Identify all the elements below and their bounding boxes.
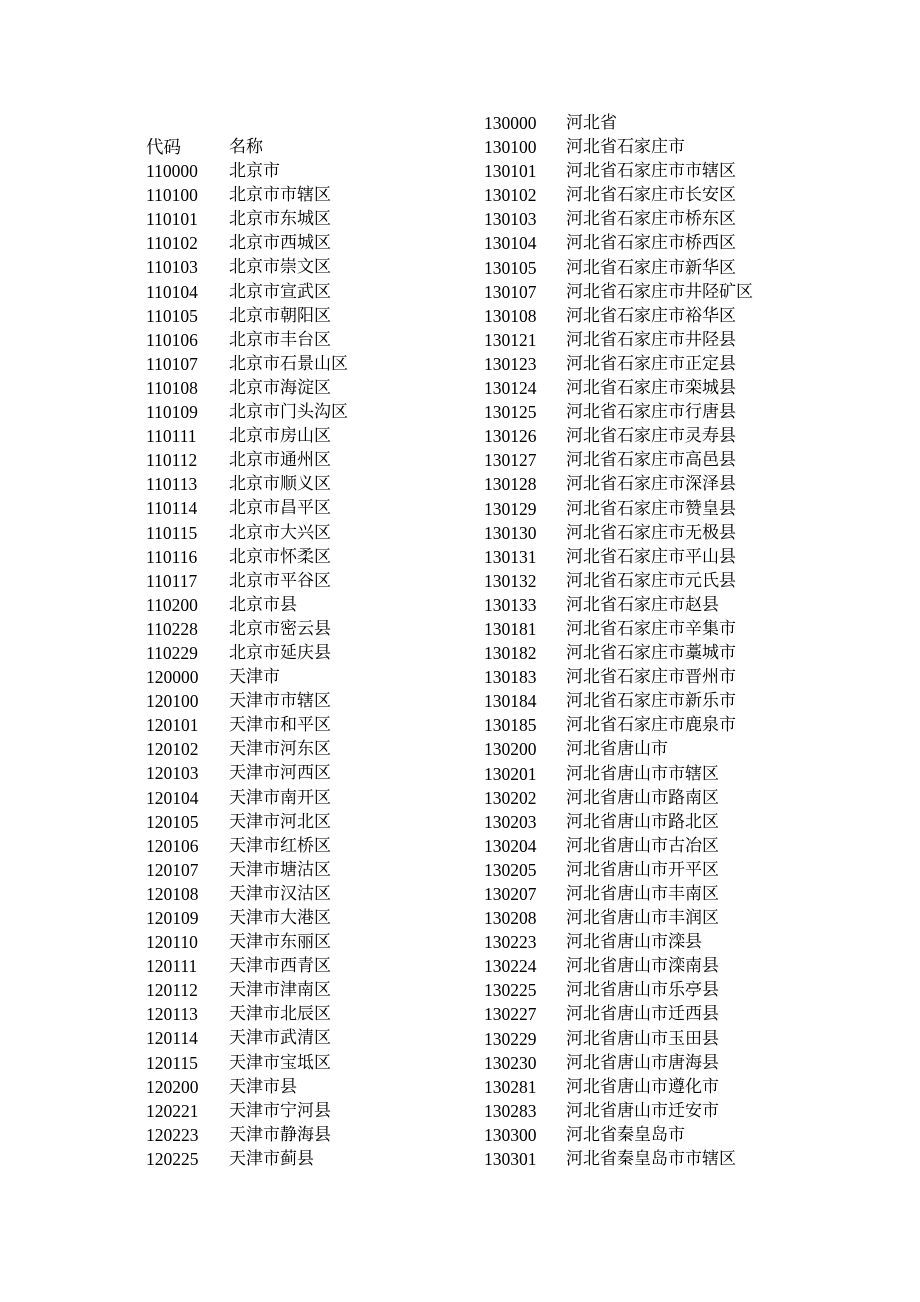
region-name: 天津市蓟县 [229,1148,314,1169]
table-row [484,1027,753,1051]
table-row [146,954,348,978]
table-row [146,1075,348,1099]
table-row [484,689,753,713]
region-name: 河北省石家庄市晋州市 [566,667,736,688]
region-name: 河北省石家庄市行唐县 [566,402,736,423]
left-column-table [146,135,348,1171]
region-code: 120100 [146,691,199,712]
region-code: 130126 [484,426,537,447]
table-row [146,376,348,400]
region-code: 130128 [484,474,537,495]
table-row [146,593,348,617]
table-row [146,328,348,352]
table-row [484,472,753,496]
table-row [146,882,348,906]
region-code: 120111 [146,956,198,977]
region-name: 河北省石家庄市栾城县 [566,378,736,399]
region-code: 130208 [484,908,537,929]
table-row [484,978,753,1002]
table-row [484,545,753,569]
region-code: 110229 [146,642,198,663]
table-row [146,786,348,810]
table-row [484,762,753,786]
table-row [484,617,753,641]
table-row [146,569,348,593]
table-row [484,713,753,737]
region-code: 110200 [146,594,198,615]
table-row [484,159,753,183]
table-row [146,1123,348,1147]
header-name: 名称 [229,137,263,157]
region-code: 120114 [146,1028,198,1049]
region-code: 130202 [484,787,537,808]
region-name: 河北省唐山市丰润区 [566,908,719,929]
region-name: 北京市密云县 [229,618,331,639]
table-row [484,328,753,352]
region-name: 北京市宣武区 [229,281,331,302]
region-code: 120000 [146,667,199,688]
region-code: 120113 [146,1004,198,1025]
region-code: 110104 [146,281,198,302]
table-row [146,280,348,304]
region-name: 河北省唐山市市辖区 [566,763,719,784]
region-name: 河北省石家庄市元氏县 [566,570,736,591]
table-row [484,1002,753,1026]
region-name: 北京市市辖区 [229,185,331,206]
region-name: 河北省唐山市丰南区 [566,884,719,904]
region-name: 河北省唐山市 [566,739,668,760]
table-row [484,737,753,761]
table-row [146,737,348,761]
region-name: 北京市怀柔区 [229,546,331,567]
table-row [484,569,753,593]
table-row [484,135,753,159]
region-code: 130229 [484,1028,537,1049]
region-code: 130125 [484,402,537,423]
region-code: 130104 [484,233,537,254]
region-code: 130200 [484,739,537,760]
region-code: 110112 [146,450,198,471]
table-row [146,496,348,520]
region-code: 130230 [484,1052,537,1073]
table-row [484,521,753,545]
region-code: 120109 [146,908,199,928]
table-row [146,834,348,858]
table-row [146,713,348,737]
region-name: 河北省秦皇岛市市辖区 [566,1149,736,1170]
table-row [484,448,753,472]
region-name: 天津市宝坻区 [229,1052,331,1073]
region-code: 120106 [146,835,199,856]
region-code: 110100 [146,185,198,206]
table-row [484,256,753,280]
table-row [146,617,348,641]
region-code: 110102 [146,233,198,254]
region-name: 河北省石家庄市灵寿县 [566,426,736,447]
region-code: 130300 [484,1124,537,1145]
region-code: 120102 [146,739,199,760]
region-code: 110117 [146,570,198,591]
table-row [146,448,348,472]
region-name: 河北省唐山市遵化市 [566,1076,719,1097]
table-row [484,834,753,858]
table-row [146,207,348,231]
region-code: 120200 [146,1076,199,1097]
table-row [146,906,348,930]
table-row [146,1099,348,1123]
region-name: 天津市静海县 [229,1124,331,1145]
region-code: 130181 [484,618,537,639]
table-row [146,472,348,496]
table-row [146,641,348,665]
region-name: 北京市昌平区 [229,498,331,519]
region-name: 天津市武清区 [229,1028,331,1049]
region-name: 河北省石家庄市高邑县 [566,450,736,471]
region-name: 河北省石家庄市辛集市 [566,618,736,639]
region-name: 北京市东城区 [229,209,331,230]
region-name: 天津市津南区 [229,980,331,1001]
region-code: 130132 [484,570,537,591]
table-row [484,593,753,617]
region-name: 北京市房山区 [229,426,331,447]
region-code: 130185 [484,715,537,736]
region-code: 110109 [146,402,198,423]
region-name: 河北省 [566,113,617,133]
region-code: 130101 [484,161,537,182]
table-row [484,665,753,689]
table-row [146,159,348,183]
region-name: 天津市大港区 [229,908,331,928]
table-row [146,183,348,207]
region-name: 河北省石家庄市长安区 [566,185,736,206]
region-code: 130205 [484,859,537,880]
table-row [146,1002,348,1026]
region-name: 河北省石家庄市赵县 [566,594,719,615]
region-code: 130133 [484,594,537,615]
region-name: 北京市朝阳区 [229,305,331,326]
region-name: 河北省石家庄市井陉矿区 [566,281,753,302]
region-code: 130105 [484,257,537,278]
region-code: 130124 [484,378,537,399]
table-row [484,1051,753,1075]
region-name: 河北省唐山市唐海县 [566,1052,719,1073]
region-name: 天津市河西区 [229,763,331,784]
table-row [146,255,348,279]
region-name: 北京市顺义区 [229,474,331,495]
table-row [484,954,753,978]
region-code: 130224 [484,956,537,977]
table-row [146,400,348,424]
region-name: 北京市石景山区 [229,353,348,374]
table-row [146,689,348,713]
region-name: 河北省石家庄市井陉县 [566,329,736,350]
region-code: 130301 [484,1149,537,1170]
region-name: 河北省石家庄市正定县 [566,353,736,374]
region-name: 天津市和平区 [229,715,331,736]
region-code: 120104 [146,787,199,808]
region-code: 120223 [146,1124,199,1145]
region-code: 130281 [484,1076,537,1097]
region-name: 河北省唐山市迁西县 [566,1004,719,1025]
table-row [484,280,753,304]
region-code: 110111 [146,426,197,447]
table-row [146,545,348,569]
region-name: 河北省唐山市路南区 [566,787,719,808]
region-name: 河北省唐山市古冶区 [566,835,719,856]
region-name: 河北省唐山市开平区 [566,859,719,880]
region-code: 130108 [484,305,537,326]
table-row [484,400,753,424]
region-name: 北京市平谷区 [229,570,331,591]
table-row [484,111,753,135]
region-name: 天津市西青区 [229,956,331,977]
table-row [484,497,753,521]
region-code: 110101 [146,209,198,230]
region-code: 120110 [146,932,198,953]
region-name: 北京市门头沟区 [229,402,348,423]
region-name: 河北省唐山市路北区 [566,811,719,832]
region-code: 110116 [146,546,198,567]
table-row [484,1123,753,1147]
region-code: 120112 [146,980,198,1001]
region-code: 110113 [146,474,198,495]
region-name: 河北省石家庄市藁城市 [566,643,736,664]
table-row [484,1075,753,1099]
region-code: 130102 [484,185,537,206]
region-name: 河北省唐山市乐亭县 [566,980,719,1001]
region-name: 河北省石家庄市赞皇县 [566,498,736,519]
region-code: 130227 [484,1004,537,1025]
region-name: 河北省唐山市迁安市 [566,1100,719,1121]
region-code: 130107 [484,281,537,302]
region-code: 110107 [146,353,198,374]
table-row [146,1026,348,1050]
region-code: 130129 [484,498,537,519]
region-code: 130182 [484,643,537,664]
region-name: 河北省秦皇岛市 [566,1124,685,1145]
region-code: 130130 [484,522,537,543]
table-row [484,858,753,882]
region-name: 天津市塘沽区 [229,859,331,880]
table-row [146,304,348,328]
region-code: 120225 [146,1148,199,1169]
region-name: 天津市东丽区 [229,932,331,953]
table-row [146,665,348,689]
header-code: 代码 [146,137,181,157]
region-code: 130184 [484,691,537,712]
region-name: 天津市河北区 [229,811,331,832]
region-code: 130203 [484,811,537,832]
region-code: 110228 [146,618,198,639]
region-name: 河北省唐山市滦县 [566,932,702,953]
region-name: 河北省唐山市滦南县 [566,956,719,977]
region-name: 河北省石家庄市 [566,137,685,158]
table-row [484,810,753,834]
region-code: 130204 [484,835,537,856]
region-code: 130225 [484,980,537,1001]
region-name: 北京市大兴区 [229,522,331,543]
region-name: 河北省石家庄市新乐市 [566,691,736,712]
region-code: 130201 [484,763,537,784]
region-name: 河北省石家庄市裕华区 [566,305,736,326]
table-row [146,810,348,834]
region-name: 天津市北辰区 [229,1004,331,1025]
table-row [146,1051,348,1075]
region-code: 130103 [484,209,537,230]
region-code: 120107 [146,859,199,880]
region-name: 天津市红桥区 [229,835,331,856]
region-code: 130283 [484,1100,537,1121]
region-name: 河北省石家庄市新华区 [566,257,736,278]
table-row [146,1147,348,1171]
region-code: 130123 [484,353,537,374]
region-name: 天津市宁河县 [229,1100,331,1121]
region-code: 110115 [146,522,198,543]
region-name: 天津市县 [229,1076,297,1097]
region-name: 北京市西城区 [229,233,331,254]
table-row [484,1147,753,1171]
region-code: 110105 [146,305,198,326]
region-code: 120105 [146,811,199,832]
table-row [146,231,348,255]
table-row [484,641,753,665]
region-name: 河北省石家庄市深泽县 [566,474,736,495]
region-code: 130100 [484,137,537,158]
region-code: 130121 [484,329,537,350]
region-code: 110114 [146,498,198,519]
region-name: 河北省石家庄市市辖区 [566,161,736,182]
right-column-table [484,111,753,1171]
region-code: 130131 [484,546,537,567]
region-code: 110106 [146,329,198,350]
region-name: 河北省石家庄市桥西区 [566,233,736,254]
region-name: 北京市县 [229,594,297,615]
region-name: 河北省唐山市玉田县 [566,1028,719,1049]
region-code: 130183 [484,667,537,688]
region-name: 天津市南开区 [229,787,331,808]
table-row [484,906,753,930]
table-row [484,930,753,954]
region-name: 北京市 [229,161,280,182]
table-row [484,304,753,328]
region-code: 120221 [146,1100,199,1121]
table-row [146,521,348,545]
region-code: 120108 [146,883,199,904]
table-row [146,858,348,882]
region-name: 北京市通州区 [229,450,331,471]
region-code: 130127 [484,450,537,471]
region-name: 北京市丰台区 [229,329,331,350]
region-code: 120103 [146,763,199,784]
table-row [146,352,348,376]
region-name: 河北省石家庄市无极县 [566,522,736,543]
table-row [146,930,348,954]
table-row [146,978,348,1002]
region-code: 120101 [146,715,199,736]
region-name: 天津市市辖区 [229,691,331,712]
table-row [484,882,753,906]
region-name: 北京市延庆县 [229,642,331,663]
region-name: 河北省石家庄市鹿泉市 [566,715,736,736]
region-name: 天津市河东区 [229,739,331,760]
table-row [484,786,753,810]
region-name: 北京市崇文区 [229,257,331,278]
table-row [484,424,753,448]
table-row [146,761,348,785]
table-row [484,231,753,255]
table-row [484,352,753,376]
region-name: 北京市海淀区 [229,377,331,398]
header-row [146,135,348,159]
table-row [484,1099,753,1123]
region-code: 120115 [146,1052,198,1073]
region-name: 天津市 [229,667,280,688]
region-code: 110000 [146,161,198,182]
region-name: 河北省石家庄市平山县 [566,546,736,567]
region-name: 河北省石家庄市桥东区 [566,209,736,230]
table-row [146,424,348,448]
region-code: 110108 [146,377,198,398]
region-code: 110103 [146,257,198,278]
region-code: 130223 [484,932,537,953]
table-row [484,183,753,207]
table-row [484,207,753,231]
region-code: 130000 [484,113,537,133]
region-code: 130207 [484,884,537,904]
region-name: 天津市汉沽区 [229,883,331,904]
table-row [484,376,753,400]
